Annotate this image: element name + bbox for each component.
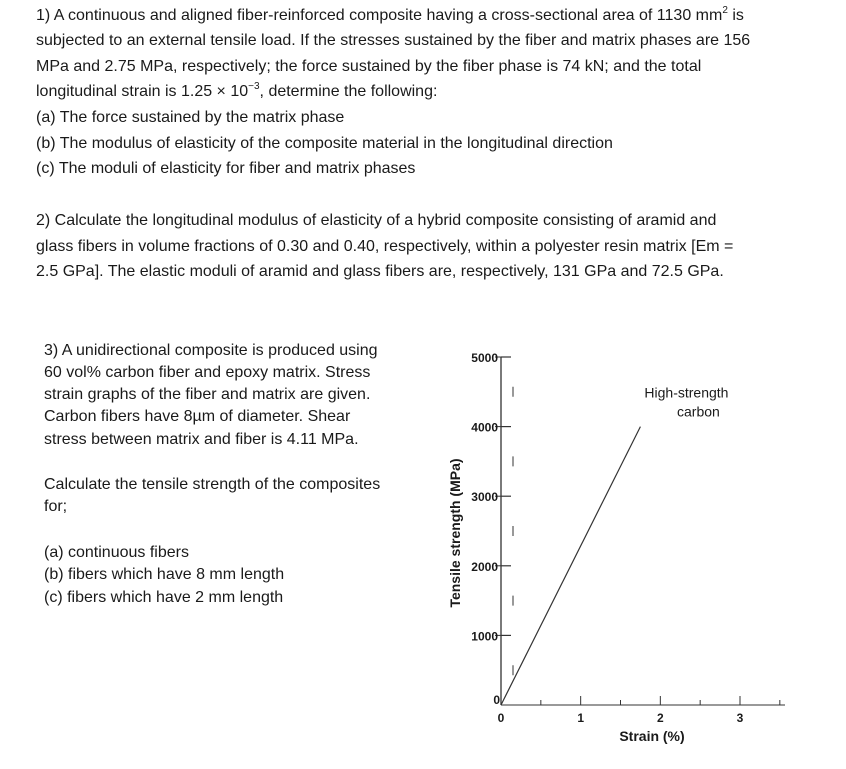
problem1-item-a: (a) The force sustained by the matrix phase (36, 109, 345, 126)
problem3-calc-line2: for; (44, 498, 68, 515)
problem3-line3: strain graphs of the fiber and matrix are given. (44, 386, 371, 403)
y-tick-label: 4000 (471, 420, 498, 435)
problem3-item-b: (b) fibers which have 8 mm length (44, 566, 285, 583)
problem1-line3: MPa and 2.75 MPa, respectively; the force sustained by the fiber phase is 74 kN; and the total (36, 58, 702, 75)
problem3-item-a: (a) continuous fibers (44, 544, 189, 561)
problem1-line1: 1) A continuous and aligned fiber-reinforced composite having a cross-sectional area of 1130 $mm^2$ is (36, 4, 744, 24)
problem2-line2: glass fibers in volume fractions of 0.30 and 0.40, respectively, within a polyester resin matrix [Em = (36, 238, 734, 255)
y-tick-label: 2000 (471, 559, 498, 574)
x-tick-label: 1 (577, 711, 585, 725)
y-tick-label: 1000 (471, 629, 498, 644)
x-tick-label: 0 (497, 711, 505, 725)
y-axis-title: Tensile strength (MPa) (447, 458, 463, 608)
problem1-item-b: (b) The modulus of elasticity of the composite material in the longitudinal direction (36, 135, 613, 152)
x-tick-label: 3 (736, 711, 744, 725)
x-axis-title: Strain (%) (619, 728, 685, 744)
y-tick-label: 3000 (471, 490, 498, 505)
y-tick-label: 0 (493, 693, 500, 707)
problem1-line4: longitudinal strain is $1.25 \times 10^{-3}$, determine the following: (36, 80, 438, 100)
problem2-line1: 2) Calculate the longitudinal modulus of elasticity of a hybrid composite consisting of aramid and (36, 212, 717, 229)
problem1-item-c: (c) The moduli of elasticity for fiber and matrix phases (36, 160, 416, 177)
series-label-line1: High-strength (644, 384, 729, 401)
problem3-calc-line1: Calculate the tensile strength of the composites (44, 476, 381, 493)
problem1-line2: subjected to an external tensile load. If the stresses sustained by the fiber and matrix phases are 156 (36, 32, 751, 49)
problem3-line2: 60 vol% carbon fiber and epoxy matrix. Stress (44, 364, 371, 381)
problem3-line5: stress between matrix and fiber is 4.11 MPa. (44, 431, 359, 448)
series-label-line2: carbon (677, 403, 720, 420)
problem3-item-c: (c) fibers which have 2 mm length (44, 589, 284, 606)
x-tick-label: 2 (656, 711, 664, 725)
problem3-line4: Carbon fibers have 8µm of diameter. Shear (44, 408, 351, 425)
series-line-high-strength-carbon (501, 427, 640, 705)
problem3-line1: 3) A unidirectional composite is produced using (44, 342, 378, 359)
problem2-line3: 2.5 GPa]. The elastic moduli of aramid and glass fibers are, respectively, 131 GPa and 72.5 GPa. (36, 263, 724, 280)
y-tick-label: 5000 (471, 351, 498, 365)
